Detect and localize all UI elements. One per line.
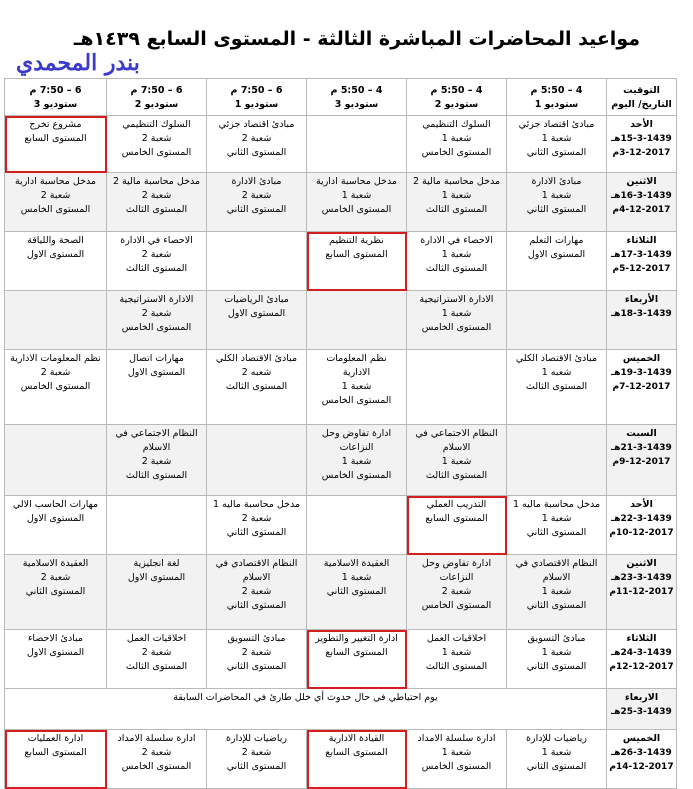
empty-cell	[307, 496, 407, 555]
lecture-line: شعبة 2	[141, 133, 172, 144]
lecture-line: المستوى الخامس	[20, 381, 91, 392]
lecture-line: مهارات التعلم	[529, 235, 584, 246]
lecture-line: المستوى الاول	[26, 513, 85, 524]
lecture-line: رياضيات للإدارة	[226, 733, 287, 744]
lecture-line: رياضيات للإدارة	[526, 733, 587, 744]
lecture-line: الصحة واللياقة	[27, 235, 84, 246]
lecture-line: مبادئ الرياضيات	[224, 294, 289, 305]
lecture-line: المستوى الخامس	[321, 470, 392, 481]
lecture-line: شعبة 2	[241, 647, 272, 658]
empty-cell	[207, 425, 307, 496]
lecture-cell	[407, 496, 507, 555]
lecture-cell	[407, 291, 507, 350]
lecture-line: مدخل محاسبة مالية 2	[112, 176, 201, 187]
lecture-cell	[5, 116, 107, 173]
schedule-row	[5, 496, 677, 555]
lecture-line: شعبة 2	[40, 367, 71, 378]
gregorian-date: 9-12-2017م	[612, 457, 671, 467]
schedule-row	[5, 173, 677, 232]
lecture-line: مبادئ الادارة	[531, 176, 582, 187]
lecture-cell	[107, 730, 207, 789]
empty-cell	[307, 116, 407, 173]
lecture-line: مدخل محاسبة ماليه 1	[512, 499, 601, 510]
lecture-cell	[207, 630, 307, 689]
lecture-line: شعبة 1	[341, 456, 372, 467]
hijri-date: 18-3-1439هـ	[611, 309, 672, 319]
lecture-line: المستوى الثالث	[525, 381, 588, 392]
lecture-line: المستوى السابع	[24, 133, 87, 144]
lecture-cell	[5, 630, 107, 689]
lecture-line: المستوى الثاني	[526, 661, 587, 672]
lecture-line: المستوى الثالث	[125, 470, 188, 481]
schedule-row	[5, 291, 677, 350]
lecture-line: شعبة 1	[441, 249, 472, 260]
lecture-line: شعبة 1	[341, 190, 372, 201]
lecture-line: شعبه 2	[241, 367, 272, 378]
lecture-line: ادارة التغيير والتطوير	[315, 633, 398, 644]
lecture-line: شعبة 2	[241, 586, 272, 597]
schedule-row	[5, 689, 677, 730]
lecture-cell	[307, 630, 407, 689]
lecture-line: العقيدة الاسلامية	[22, 558, 89, 569]
lecture-line: المستوى السابع	[24, 747, 87, 758]
lecture-cell	[5, 730, 107, 789]
lecture-line: المستوى الاول	[227, 308, 286, 319]
empty-cell	[107, 496, 207, 555]
day-name: السبت	[626, 428, 657, 439]
schedule-row	[5, 730, 677, 789]
lecture-line: المستوى الثالث	[125, 263, 188, 274]
lecture-cell	[307, 730, 407, 789]
lecture-line: مبادئ اقتصاد جزئي	[218, 119, 295, 130]
lecture-line: النظام الاقتصادي في	[215, 558, 298, 569]
lecture-line: السلوك التنظيمي	[122, 119, 191, 130]
lecture-line: نظم المعلومات	[326, 353, 387, 364]
lecture-cell	[107, 350, 207, 425]
lecture-line: المستوى الاول	[127, 367, 186, 378]
lecture-line: المستوى الخامس	[421, 322, 492, 333]
lecture-cell	[5, 555, 107, 630]
lecture-line: شعبة 1	[541, 513, 572, 524]
day-name: الثلاثاء	[626, 633, 657, 644]
lecture-line: الادارة الاستراتيجية	[419, 294, 494, 305]
lecture-cell	[207, 173, 307, 232]
header-slot-cell: 4 – 5:50 م ستوديو 2	[407, 79, 507, 116]
lecture-line: ادارة تفاوض وحل	[321, 428, 392, 439]
lecture-line: شعبة 1	[441, 456, 472, 467]
lecture-line: المستوى الثالث	[425, 661, 488, 672]
lecture-line: مهارات اتصال	[129, 353, 184, 364]
lecture-line: القيادة الادارية	[328, 733, 385, 744]
lecture-cell	[407, 116, 507, 173]
day-name: الاربعاء	[624, 692, 659, 703]
day-cell	[607, 555, 677, 630]
empty-cell	[507, 291, 607, 350]
lecture-line: مبادئ التسويق	[527, 633, 586, 644]
gregorian-date: 7-12-2017م	[612, 382, 671, 392]
day-cell	[607, 232, 677, 291]
day-cell	[607, 116, 677, 173]
lecture-cell	[5, 496, 107, 555]
lecture-line: المستوى الثاني	[226, 147, 287, 158]
day-cell	[607, 173, 677, 232]
day-name: الثلاثاء	[626, 235, 657, 246]
lecture-cell	[307, 555, 407, 630]
lecture-line: شعبة 2	[141, 190, 172, 201]
lecture-line: شعبة 2	[441, 586, 472, 597]
lecture-line: شعبة 2	[141, 647, 172, 658]
lecture-line: مدخل محاسبة ادارية	[315, 176, 398, 187]
lecture-cell	[407, 232, 507, 291]
day-name: الأربعاء	[624, 294, 659, 305]
reserve-day-notice: يوم احتياطي في حال حدوث أي خلل طارئ في المحاضرات السابقة	[5, 689, 607, 730]
hijri-date: 19-3-1439هـ	[611, 368, 672, 378]
day-name: الأحد	[630, 119, 653, 130]
lecture-line: المستوى الثاني	[226, 661, 287, 672]
gregorian-date: 14-12-2017م	[609, 762, 674, 772]
schedule-row	[5, 232, 677, 291]
lecture-cell	[207, 350, 307, 425]
lecture-cell	[407, 730, 507, 789]
header-slot-cell: 6 – 7:50 م ستوديو 3	[5, 79, 107, 116]
lecture-line: المستوى الثالث	[125, 661, 188, 672]
lecture-line: شعبة 2	[40, 572, 71, 583]
lecture-line: نظم المعلومات الادارية	[10, 353, 101, 364]
lecture-line: المستوى الخامس	[121, 761, 192, 772]
lecture-line: النزاعات	[339, 442, 374, 453]
lecture-cell	[207, 730, 307, 789]
lecture-cell	[407, 555, 507, 630]
lecture-line: شعبة 1	[341, 381, 372, 392]
lecture-line: السلوك التنظيمي	[422, 119, 491, 130]
lecture-line: مدخل محاسبة مالية 2	[412, 176, 501, 187]
lecture-line: شعبة 1	[541, 586, 572, 597]
hijri-date: 22-3-1439هـ	[611, 514, 672, 524]
lecture-line: شعبة 1	[541, 647, 572, 658]
lecture-line: مبادئ الادارة	[231, 176, 282, 187]
lecture-line: شعبة 1	[441, 747, 472, 758]
lecture-line: شعبة 1	[441, 190, 472, 201]
lecture-line: شعبة 1	[541, 133, 572, 144]
lecture-line: الاسلام	[142, 442, 171, 453]
empty-cell	[207, 232, 307, 291]
lecture-line: المستوى الاول	[527, 249, 586, 260]
empty-cell	[307, 291, 407, 350]
lecture-line: اخلاقيات العمل	[126, 633, 187, 644]
lecture-cell	[307, 425, 407, 496]
hijri-date: 23-3-1439هـ	[611, 573, 672, 583]
schedule-table	[4, 78, 677, 789]
lecture-cell	[5, 232, 107, 291]
lecture-cell	[5, 350, 107, 425]
lecture-line: النزاعات	[439, 572, 474, 583]
lecture-line: النظام الاجتماعي في	[115, 428, 198, 439]
lecture-cell	[307, 173, 407, 232]
lecture-cell	[307, 350, 407, 425]
lecture-line: ادارة سلسلة الامداد	[117, 733, 196, 744]
lecture-cell	[5, 173, 107, 232]
lecture-line: المستوى الثالث	[425, 470, 488, 481]
lecture-line: التدريب العملي	[426, 499, 487, 510]
lecture-line: شعبة 2	[141, 249, 172, 260]
lecture-cell	[507, 555, 607, 630]
lecture-line: المستوى الخامس	[421, 147, 492, 158]
empty-cell	[5, 291, 107, 350]
lecture-cell	[207, 555, 307, 630]
lecture-line: المستوى الثالث	[125, 204, 188, 215]
lecture-line: شعبة 1	[441, 133, 472, 144]
lecture-cell	[207, 496, 307, 555]
lecture-cell	[207, 116, 307, 173]
gregorian-date: 4-12-2017م	[612, 205, 671, 215]
lecture-line: المستوى الاول	[127, 572, 186, 583]
gregorian-date: 3-12-2017م	[612, 148, 671, 158]
lecture-cell	[507, 496, 607, 555]
hijri-date: 15-3-1439هـ	[611, 134, 672, 144]
gregorian-date: 5-12-2017م	[612, 264, 671, 274]
lecture-line: المستوى السابع	[325, 747, 388, 758]
day-name: الخميس	[622, 353, 661, 364]
day-cell	[607, 350, 677, 425]
lecture-line: مبادئ الاقتصاد الكلي	[515, 353, 598, 364]
lecture-line: شعبة 2	[241, 133, 272, 144]
hijri-date: 25-3-1439هـ	[611, 707, 672, 717]
hijri-date: 21-3-1439هـ	[611, 443, 672, 453]
lecture-line: المستوى الثاني	[226, 527, 287, 538]
empty-cell	[407, 350, 507, 425]
lecture-cell	[507, 730, 607, 789]
lecture-cell	[207, 291, 307, 350]
lecture-line: المستوى الخامس	[20, 204, 91, 215]
day-name: الأحد	[630, 499, 653, 510]
header-slot-cell: 6 – 7:50 م ستوديو 1	[207, 79, 307, 116]
gregorian-date: 12-12-2017م	[609, 662, 674, 672]
lecture-line: مبادئ اقتصاد جزئي	[518, 119, 595, 130]
lecture-cell	[507, 350, 607, 425]
lecture-cell	[507, 232, 607, 291]
lecture-line: شعبة 2	[141, 456, 172, 467]
lecture-line: المستوى الثاني	[326, 586, 387, 597]
lecture-line: المستوى الثاني	[526, 204, 587, 215]
lecture-cell	[107, 291, 207, 350]
schedule-row	[5, 116, 677, 173]
lecture-line: المستوى الخامس	[321, 395, 392, 406]
lecture-line: شعبة 1	[341, 572, 372, 583]
lecture-line: شعبة 2	[241, 513, 272, 524]
day-cell	[607, 496, 677, 555]
lecture-cell	[307, 232, 407, 291]
author-name: بندر المحمدي	[16, 50, 140, 76]
gregorian-date: 10-12-2017م	[609, 528, 674, 538]
lecture-line: المستوى الخامس	[321, 204, 392, 215]
lecture-line: الاسلام	[242, 572, 271, 583]
day-cell	[607, 291, 677, 350]
lecture-line: مبادئ الاقتصاد الكلي	[215, 353, 298, 364]
header-slot-cell: 6 – 7:50 م ستوديو 2	[107, 79, 207, 116]
lecture-line: المستوى الاول	[26, 647, 85, 658]
day-cell	[607, 689, 677, 730]
day-name: الاثنين	[626, 558, 657, 569]
lecture-line: ادارة سلسلة الامداد	[417, 733, 496, 744]
lecture-line: المستوى الثالث	[425, 263, 488, 274]
lecture-line: ادارة تفاوض وحل	[421, 558, 492, 569]
day-name: الخميس	[622, 733, 661, 744]
lecture-cell	[507, 630, 607, 689]
lecture-line: الاحصاء في الادارة	[420, 235, 493, 246]
lecture-line: المستوى الثاني	[526, 147, 587, 158]
schedule-row	[5, 350, 677, 425]
header-day-cell: التوقيت التاريخ/ اليوم	[607, 79, 677, 116]
lecture-line: شعبة 1	[441, 647, 472, 658]
day-cell	[607, 425, 677, 496]
lecture-cell	[407, 630, 507, 689]
header-slot-cell: 4 – 5:50 م ستوديو 3	[307, 79, 407, 116]
lecture-line: مهارات الحاسب الالي	[12, 499, 99, 510]
lecture-line: الادارية	[342, 367, 371, 378]
lecture-line: الاسلام	[442, 442, 471, 453]
lecture-line: المستوى الثاني	[526, 527, 587, 538]
gregorian-date: 11-12-2017م	[609, 587, 674, 597]
header-row	[5, 79, 677, 116]
lecture-cell	[407, 173, 507, 232]
schedule-row	[5, 555, 677, 630]
lecture-line: مدخل محاسبة ماليه 1	[212, 499, 301, 510]
lecture-cell	[107, 630, 207, 689]
lecture-line: مبادئ الاحصاء	[27, 633, 84, 644]
lecture-line: المستوى الخامس	[421, 761, 492, 772]
lecture-line: المستوى الثاني	[526, 600, 587, 611]
hijri-date: 24-3-1439هـ	[611, 648, 672, 658]
lecture-line: مدخل محاسبة ادارية	[14, 176, 97, 187]
lecture-line: شعبة 2	[241, 190, 272, 201]
lecture-line: الادارة الاستراتيجية	[119, 294, 194, 305]
lecture-line: المستوى الخامس	[121, 147, 192, 158]
hijri-date: 16-3-1439هـ	[611, 191, 672, 201]
lecture-line: الاحصاء في الادارة	[120, 235, 193, 246]
lecture-line: ادارة العمليات	[27, 733, 84, 744]
lecture-line: المستوى الثاني	[226, 204, 287, 215]
lecture-line: المستوى السابع	[325, 647, 388, 658]
day-name: الاثنين	[626, 176, 657, 187]
lecture-line: شعبة 2	[241, 747, 272, 758]
lecture-line: المستوى الثاني	[25, 586, 86, 597]
schedule-row	[5, 630, 677, 689]
lecture-line: شعبة 2	[40, 190, 71, 201]
page-title: مواعيد المحاضرات المباشرة الثالثة - المستوى السابع ١٤٣٩هـ	[73, 28, 640, 50]
lecture-line: لغة انجليزية	[133, 558, 180, 569]
hijri-date: 17-3-1439هـ	[611, 250, 672, 260]
lecture-line: شعبه 1	[541, 367, 572, 378]
lecture-line: المستوى السابع	[425, 513, 488, 524]
lecture-line: المستوى الثاني	[526, 761, 587, 772]
empty-cell	[507, 425, 607, 496]
lecture-line: المستوى الثالث	[425, 204, 488, 215]
lecture-line: شعبة 2	[141, 308, 172, 319]
lecture-line: المستوى الخامس	[121, 322, 192, 333]
lecture-line: شعبة 1	[541, 190, 572, 201]
lecture-line: شعبة 2	[141, 747, 172, 758]
lecture-line: المستوى السابع	[325, 249, 388, 260]
lecture-line: المستوى الاول	[26, 249, 85, 260]
lecture-line: المستوى الخامس	[421, 600, 492, 611]
header-slot-cell: 4 – 5:50 م ستوديو 1	[507, 79, 607, 116]
lecture-line: النظام الاجتماعي في	[415, 428, 498, 439]
lecture-line: المستوى الثاني	[226, 600, 287, 611]
lecture-line: العقيدة الاسلامية	[323, 558, 390, 569]
lecture-cell	[107, 555, 207, 630]
lecture-line: اخلاقيات العمل	[426, 633, 487, 644]
schedule-row	[5, 425, 677, 496]
day-cell	[607, 630, 677, 689]
day-cell	[607, 730, 677, 789]
lecture-line: نظرية التنظيم	[329, 235, 384, 246]
hijri-date: 26-3-1439هـ	[611, 748, 672, 758]
lecture-line: الاسلام	[542, 572, 571, 583]
lecture-cell	[507, 173, 607, 232]
lecture-cell	[407, 425, 507, 496]
lecture-line: المستوى الثالث	[225, 381, 288, 392]
lecture-cell	[107, 232, 207, 291]
lecture-line: شعبة 1	[441, 308, 472, 319]
empty-cell	[5, 425, 107, 496]
lecture-line: المستوى الثاني	[226, 761, 287, 772]
lecture-cell	[107, 425, 207, 496]
lecture-line: النظام الاقتصادي في	[515, 558, 598, 569]
lecture-line: مبادئ التسويق	[227, 633, 286, 644]
lecture-cell	[107, 173, 207, 232]
lecture-line: شعبة 1	[541, 747, 572, 758]
lecture-line: مشروع تخرج	[29, 119, 82, 130]
lecture-cell	[507, 116, 607, 173]
lecture-cell	[107, 116, 207, 173]
